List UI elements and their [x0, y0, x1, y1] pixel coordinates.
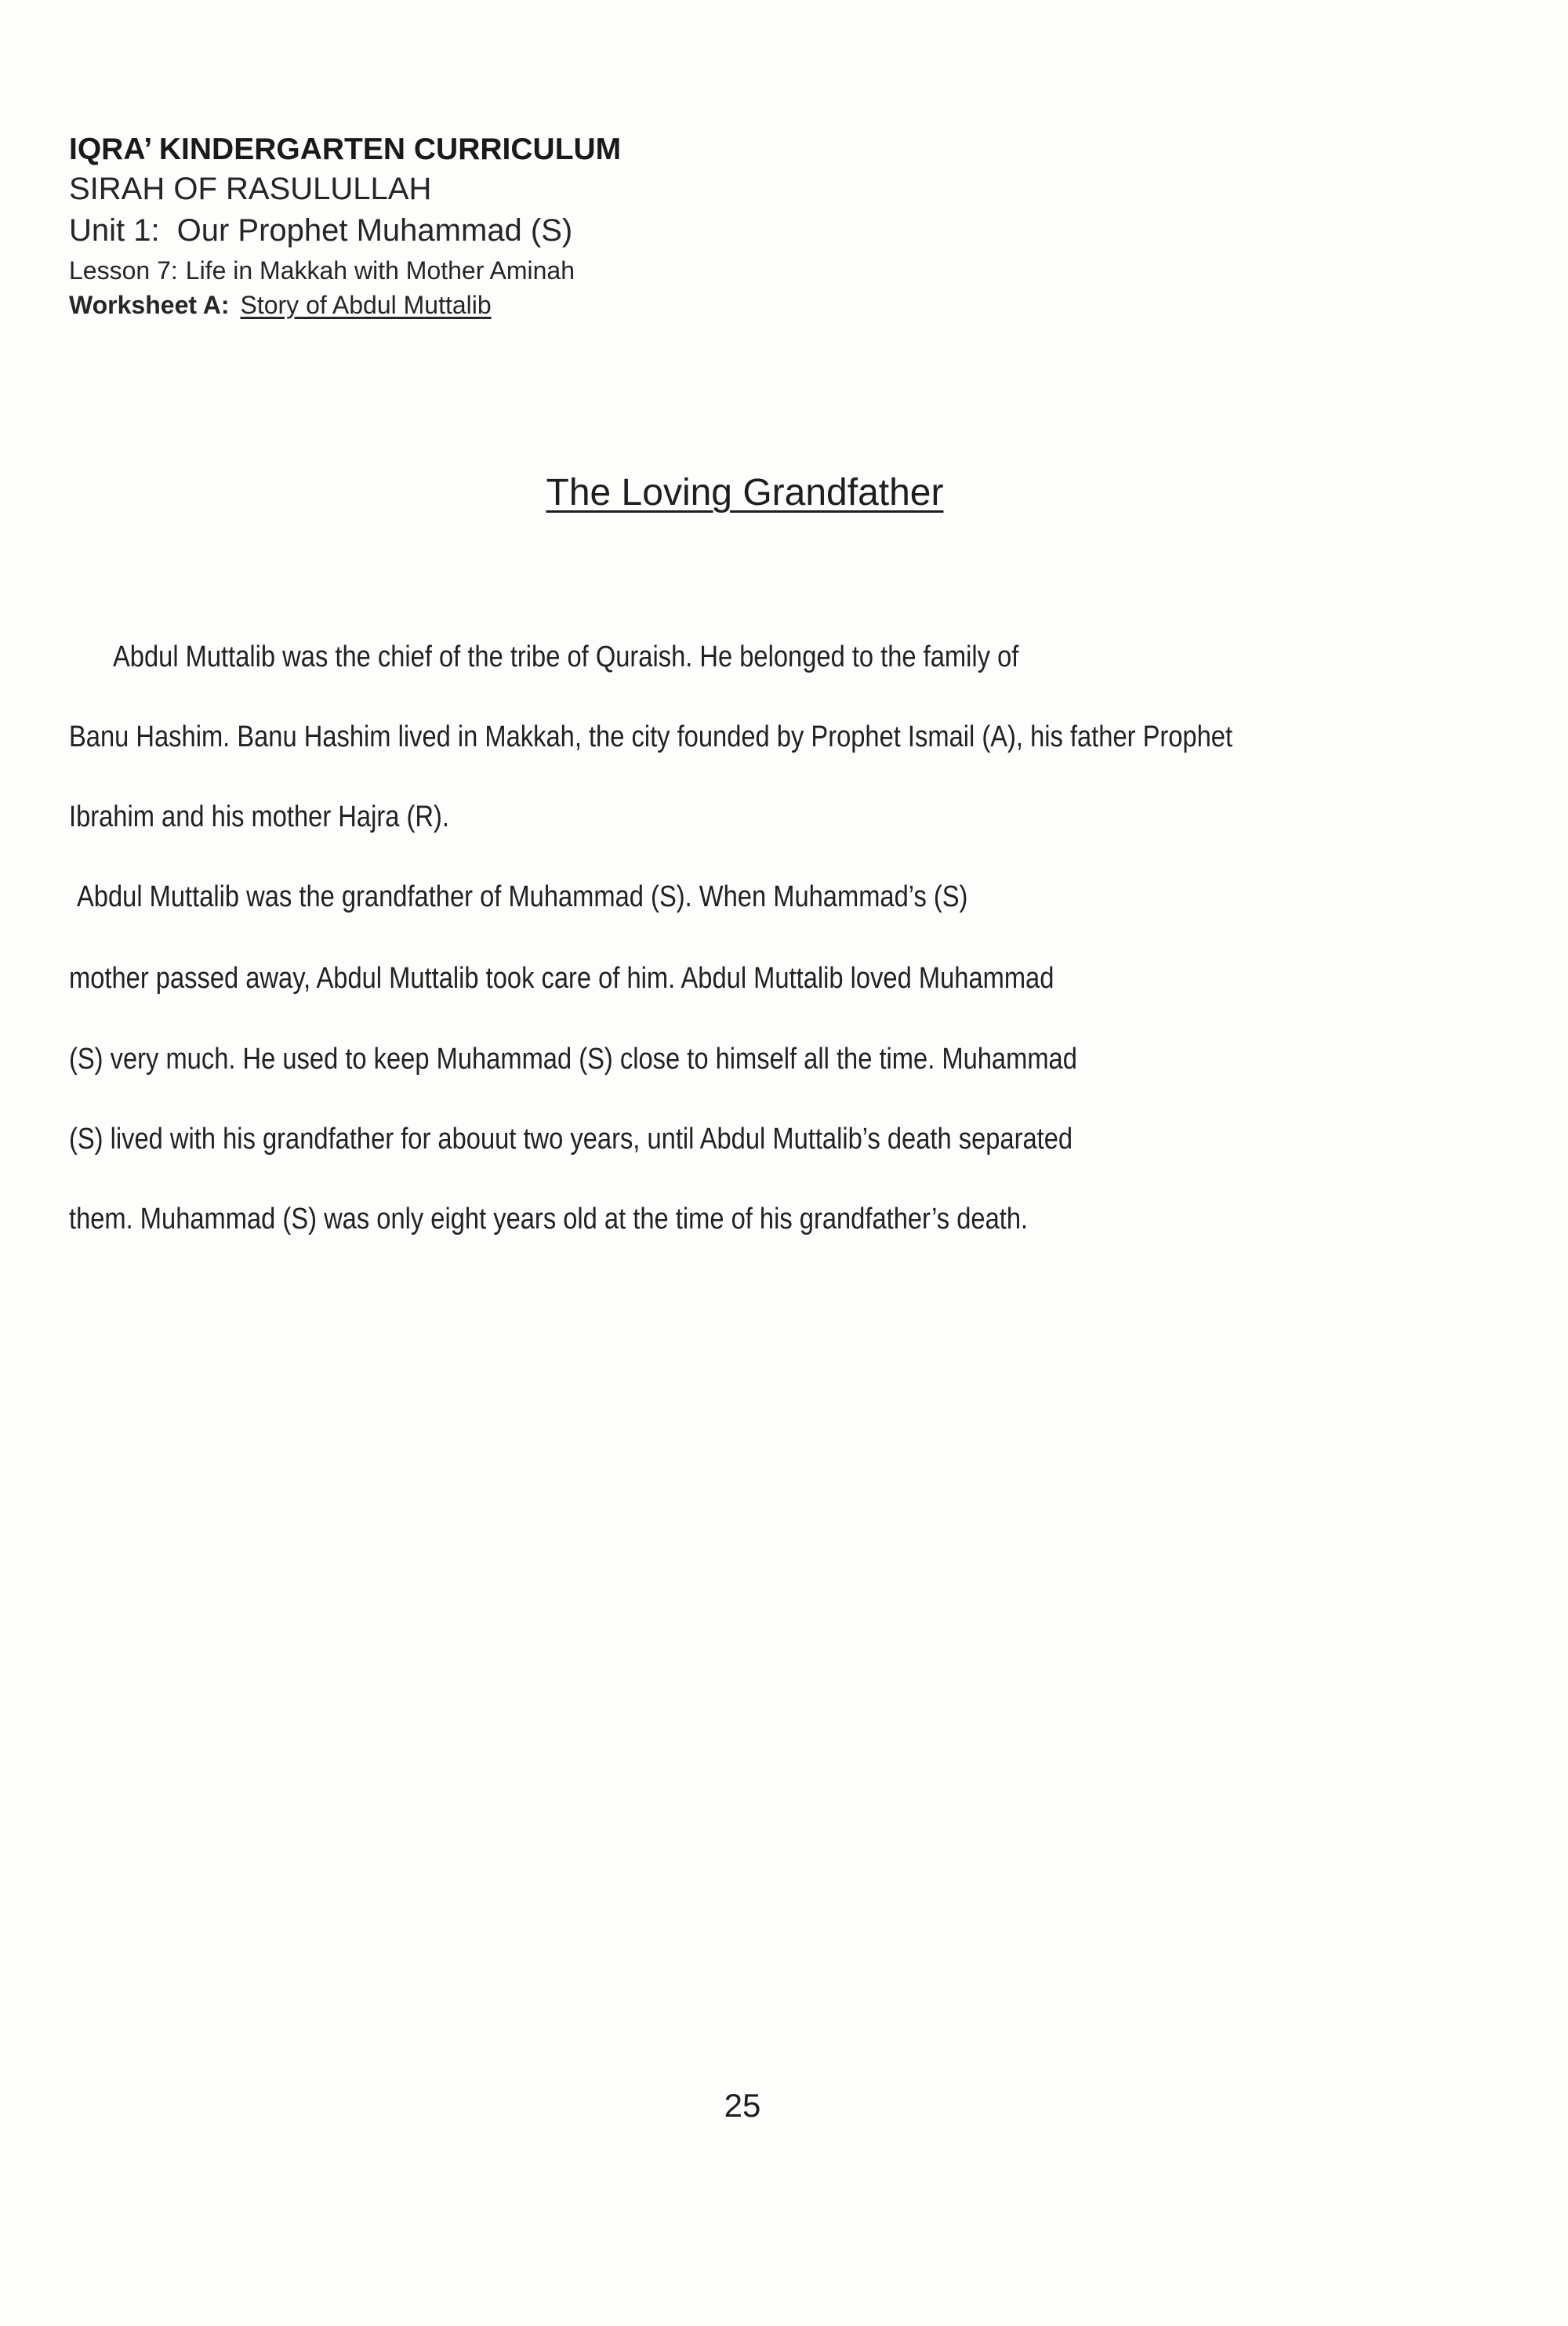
story-line: them. Muhammad (S) was only eight years old at the time of his grandfather’s death.: [69, 1203, 1029, 1236]
page-number: 25: [724, 2087, 761, 2124]
story-line: mother passed away, Abdul Muttalib took care of him. Abdul Muttalib loved Muhammad: [69, 962, 1054, 995]
unit-label: Unit 1:: [69, 213, 160, 248]
lesson-title: Life in Makkah with Mother Aminah: [185, 256, 575, 285]
story-line: Banu Hashim. Banu Hashim lived in Makkah, the city founded by Prophet Ismail (A), his father Prophet: [69, 720, 1233, 753]
subject-title: SIRAH OF RASULULLAH: [69, 172, 432, 206]
lesson-line: [69, 252, 1167, 288]
worksheet-title: Story of Abdul Muttalib: [240, 291, 492, 319]
lesson-label: Lesson 7:: [69, 256, 178, 285]
story-line: (S) lived with his grandfather for abouut two years, until Abdul Muttalib’s death separated: [69, 1123, 1073, 1156]
story-line: Abdul Muttalib was the chief of the tribe of Quraish. He belonged to the family of: [113, 640, 1019, 673]
worksheet-label: Worksheet A:: [69, 291, 230, 319]
worksheet-header: [69, 130, 1167, 321]
unit-line: [69, 209, 1167, 252]
story-title: The Loving Grandfather: [546, 472, 944, 513]
story-line: Ibrahim and his mother Hajra (R).: [69, 800, 449, 833]
curriculum-title: IQRA’ KINDERGARTEN CURRICULUM: [69, 132, 622, 166]
unit-title: Our Prophet Muhammad (S): [176, 213, 573, 248]
worksheet-line: [69, 288, 1167, 321]
story-line: Abdul Muttalib was the grandfather of Muhammad (S). When Muhammad’s (S): [77, 880, 968, 913]
story-line: (S) very much. He used to keep Muhammad (S) close to himself all the time. Muhammad: [69, 1043, 1077, 1076]
